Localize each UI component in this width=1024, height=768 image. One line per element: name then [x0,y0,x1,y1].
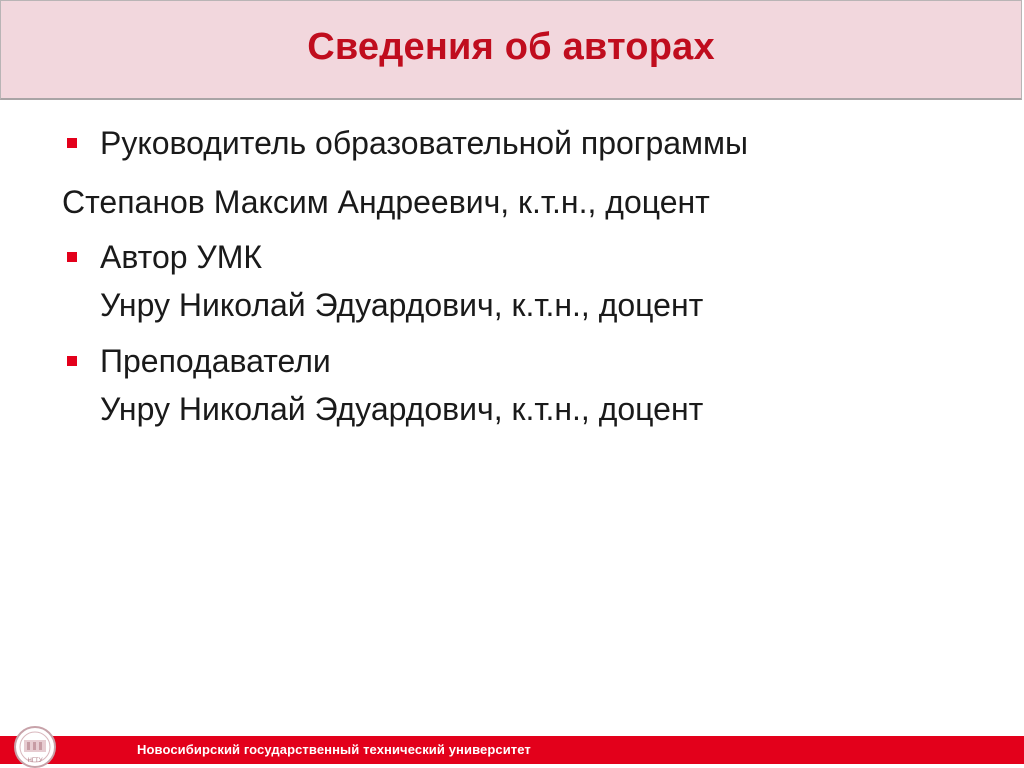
red-square-bullet-icon [67,252,77,262]
logo-text: НГТУ [27,758,43,764]
list-item: Унру Николай Эдуардович, к.т.н., доцент [100,287,704,323]
red-square-bullet-icon [67,356,77,366]
slide-title: Сведения об авторах [307,26,715,68]
list-item: Степанов Максим Андреевич, к.т.н., доцент [62,184,710,220]
red-square-bullet-icon [67,138,77,148]
list-item: Руководитель образовательной программы [100,125,749,161]
university-name: Новосибирский государственный технический университет [137,742,531,757]
list-item: Автор УМК [100,239,263,275]
list-item: Унру Николай Эдуардович, к.т.н., доцент [100,391,704,427]
university-emblem-icon [8,722,62,768]
footer-bar [0,736,1024,764]
list-item: Преподаватели [100,343,331,379]
title-bar [0,0,1022,100]
